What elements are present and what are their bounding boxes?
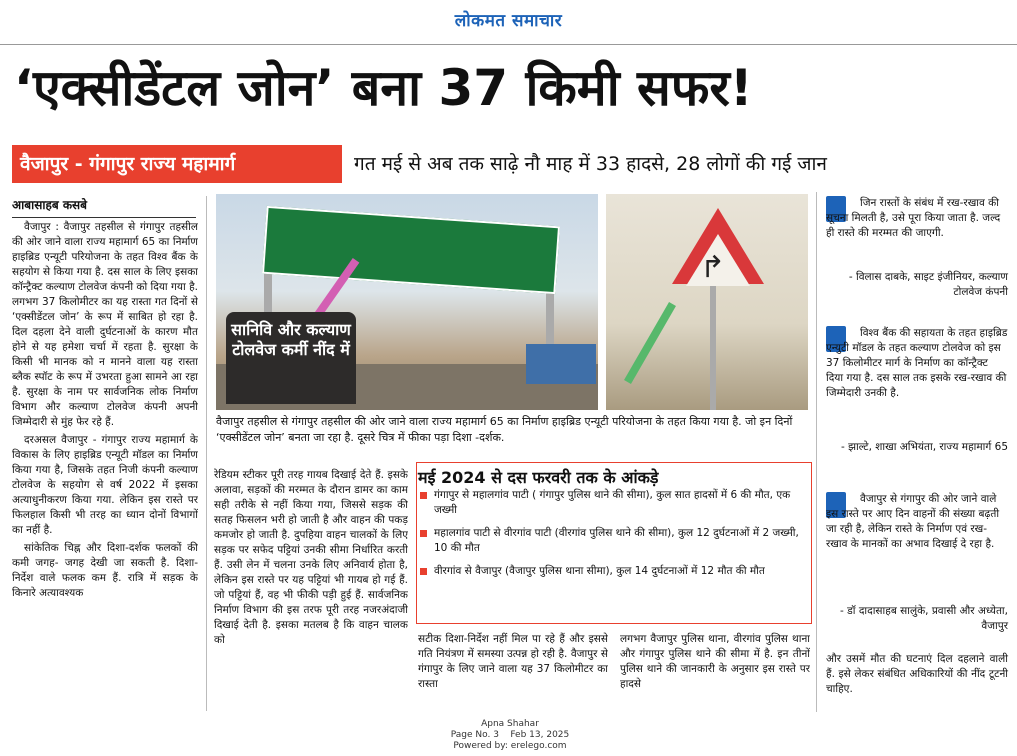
truck	[526, 344, 596, 384]
quote-text: विश्व बैंक की सहायता के तहत हाइब्रिड एन्युटी मॉडल के तहत कल्याण टोलवेज को इस 37 किलोमीटर मार्ग के निर्माण का कॉन्ट्रैक्ट दिया गया है. दस साल तक इसके रख-रखाव की जिम्मेदारी उनकी है.	[826, 327, 1008, 399]
quote-source: - झाल्टे, शाखा अभियंता, राज्य महामार्ग 65	[840, 441, 1008, 453]
paragraph: दरअसल वैजापुर - गंगापुर राज्य महामार्ग के विकास के लिए हाइब्रिड एन्यूटी मॉडल का निर्माण किया गया है, जिसके तहत निजी कंपनी कल्याण टोलवेज के सहयोग से वर्ष 2022 में इसका अत्याधुनीकरण किया गया. लेकिन इस रास्ते पर फिलहाल किसी भी तरह का ध्यान दोनों विभागों का नहीं है.	[12, 434, 198, 536]
bullet-icon	[420, 492, 427, 499]
footer-edition: Apna Shahar	[481, 719, 539, 729]
road-sign-photo	[216, 194, 598, 410]
article-column-1	[12, 220, 198, 715]
faded-sign-photo	[606, 194, 808, 410]
page-footer	[360, 719, 660, 752]
sign-post	[710, 274, 716, 410]
turn-right-icon: ↱	[700, 250, 726, 285]
headline: ‘एक्सीडेंटल जोन’ बना 37 किमी सफर!	[14, 59, 753, 117]
article-column-2: रेडियम स्टीकर पूरी तरह गायब दिखाई देते हैं. इसके अलावा, सड़कों की मरम्मत के दौरान डामर का काम सही तरीके से नहीं किया गया, जिससे सड़क की सतह फिसलन भरी हो जाती है और वाहन की पकड़ कमजोर हो जाती है. दुपहिया वाहन चालकों के लिए सड़क पर सफेद पट्टियां उनकी सीमा निर्धारित करती हैं. उसी लेन में चलना उनके लिए अनिवार्य होता है, लेकिन इस रास्ते पर यह पट्टियां भी गायब हो गई हैं. जो पट्टियां हैं, वह भी फीकी पड़ी हुई हैं. सार्वजनिक निर्माण विभाग की इस तरफ पूरी तरह नजरअंदाजी दिखाई देती है. इसका मतलब है कि वाहन चालक को	[214, 469, 408, 646]
section-tag: वैजापुर - गंगापुर राज्य महामार्ग	[12, 145, 342, 183]
column-divider	[816, 192, 817, 712]
pointer-arrow-icon	[624, 302, 676, 384]
direction-sign-board	[262, 206, 560, 294]
masthead-divider	[0, 44, 1017, 45]
subheadline: गत मई से अब तक साढ़े नौ माह में 33 हादसे, 28 लोगों की गई जान	[354, 153, 827, 175]
byline: आबासाहब कसबे	[12, 196, 196, 218]
article-column-3: सटीक दिशा-निर्देश नहीं मिल पा रहे हैं और इससे गति नियंत्रण में समस्या उत्पन्न हो रही है. वैजापुर से गंगापुर के लिए जाने वाला यह 37 किलोमीटर का रास्ता	[418, 633, 608, 690]
quote-source: - विलास दाबके, साइट इंजीनियर, कल्याण टोलवेज कंपनी	[848, 271, 1008, 298]
list-item: गंगापुर से महालगांव पाटी ( गंगापुर पुलिस थाने की सीमा), कुल सात हादसों में 6 की मौत, एक जख्मी	[418, 488, 804, 518]
bullet-icon	[420, 568, 427, 575]
footer-powered-by: Powered by: erelego.com	[453, 741, 567, 751]
quote-text: वैजापुर से गंगापुर की ओर जाने वाले इस रास्ते पर आए दिन वाहनों की संख्या बढ़ती जा रही है, लेकिन रास्ते के निर्माण एवं रख-रखाव के मानकों का अभाव दिखाई दे रहा है.	[826, 493, 1000, 550]
masthead: लोकमत समाचार	[454, 11, 563, 31]
stats-list	[418, 488, 804, 587]
column-divider	[206, 196, 207, 711]
list-item: महालगांव पाटी से वीरगांव पाटी (वीरगांव पुलिस थाने की सीमा), कुल 12 दुर्घटनाओं में 2 जख्मी, 10 की मौत	[418, 526, 804, 556]
paragraph: सांकेतिक चिह्न और दिशा-दर्शक फलकों की कमी जगह- जगह देखी जा सकती है. दिशा-निर्देश वाले फलक कम हैं. रात्रि में सड़क के किनारे अत्यावश्यक	[12, 542, 198, 599]
article-column-5: और उसमें मौत की घटनाएं दिल दहलाने वाली हैं. इसे लेकर संबंधित अधिकारियों की नींद टूटनी चाहिए.	[826, 653, 1008, 695]
quote-source: - डॉ दादासाहब सालुंके, प्रवासी और अध्येता, वैजापुर	[840, 605, 1008, 632]
list-item: वीरगांव से वैजापुर (वैजापुर पुलिस थाना सीमा), कुल 14 दुर्घटनाओं में 12 मौत की मौत	[418, 564, 804, 579]
photo-caption-overlay: सानिवि और कल्याण टोलवेज कर्मी नींद में	[226, 312, 356, 404]
paragraph: वैजापुर : वैजापुर तहसील से गंगापुर तहसील की ओर जाने वाला राज्य महामार्ग 65 का निर्माण हाइब्रिड एन्यूटी परियोजना के तहत विश्व बैंक के सहयोग से किया गया है. दस साल के लिए इसका कॉन्ट्रैक्ट कल्याण टोलवेज कंपनी को दिया गया है. लगभग 37 किलोमीटर का यह रास्ता गत दिनों से ‘एक्सीडेंटल जोन’ के रूप में साबित हो रहा है. दिल दहला देने वाली दुर्घटनाओं के कारण मौत होने से यह हमेशा चर्चा में रहता है. सुरक्षा के किसी भी मानक को न मानने वाला यह रास्ता ब्लैक स्पॉट के रूप में उभरता हुआ सामने आ रहा है. सुरक्षा के नाम पर सार्वजनिक लोक निर्माण विभाग और कल्याण टोलवेज कंपनी अपनी जिम्मेदारी से मुंह फेर रहे हैं.	[12, 221, 198, 428]
article-column-4: लगभग वैजापुर पुलिस थाना, वीरगांव पुलिस थाना और गंगापुर पुलिस थाने की सीमा में है. इन तीनों पुलिस थाने की जानकारी के अनुसार इस रास्ते पर हादसे	[620, 633, 810, 690]
bullet-icon	[420, 530, 427, 537]
stats-box-title: मई 2024 से दस फरवरी तक के आंकड़े	[418, 468, 659, 487]
photo-caption: वैजापुर तहसील से गंगापुर तहसील की ओर जाने वाला राज्य महामार्ग 65 का निर्माण हाइब्रिड एन्यूटी परियोजना के तहत किया गया है. जो इन दिनों ‘एक्सीडेंटल जोन’ बनता जा रहा है. दूसरे चित्र में फीका पड़ा दिशा -दर्शक.	[216, 415, 793, 444]
footer-page-date: Page No. 3 Feb 13, 2025	[450, 730, 570, 740]
quote-text: जिन रास्तों के संबंध में रख-रखाव की सूचना मिलती है, उसे पूरा किया जाता है. जल्द ही रास्ते की मरम्मत की जाएगी.	[826, 197, 1001, 239]
